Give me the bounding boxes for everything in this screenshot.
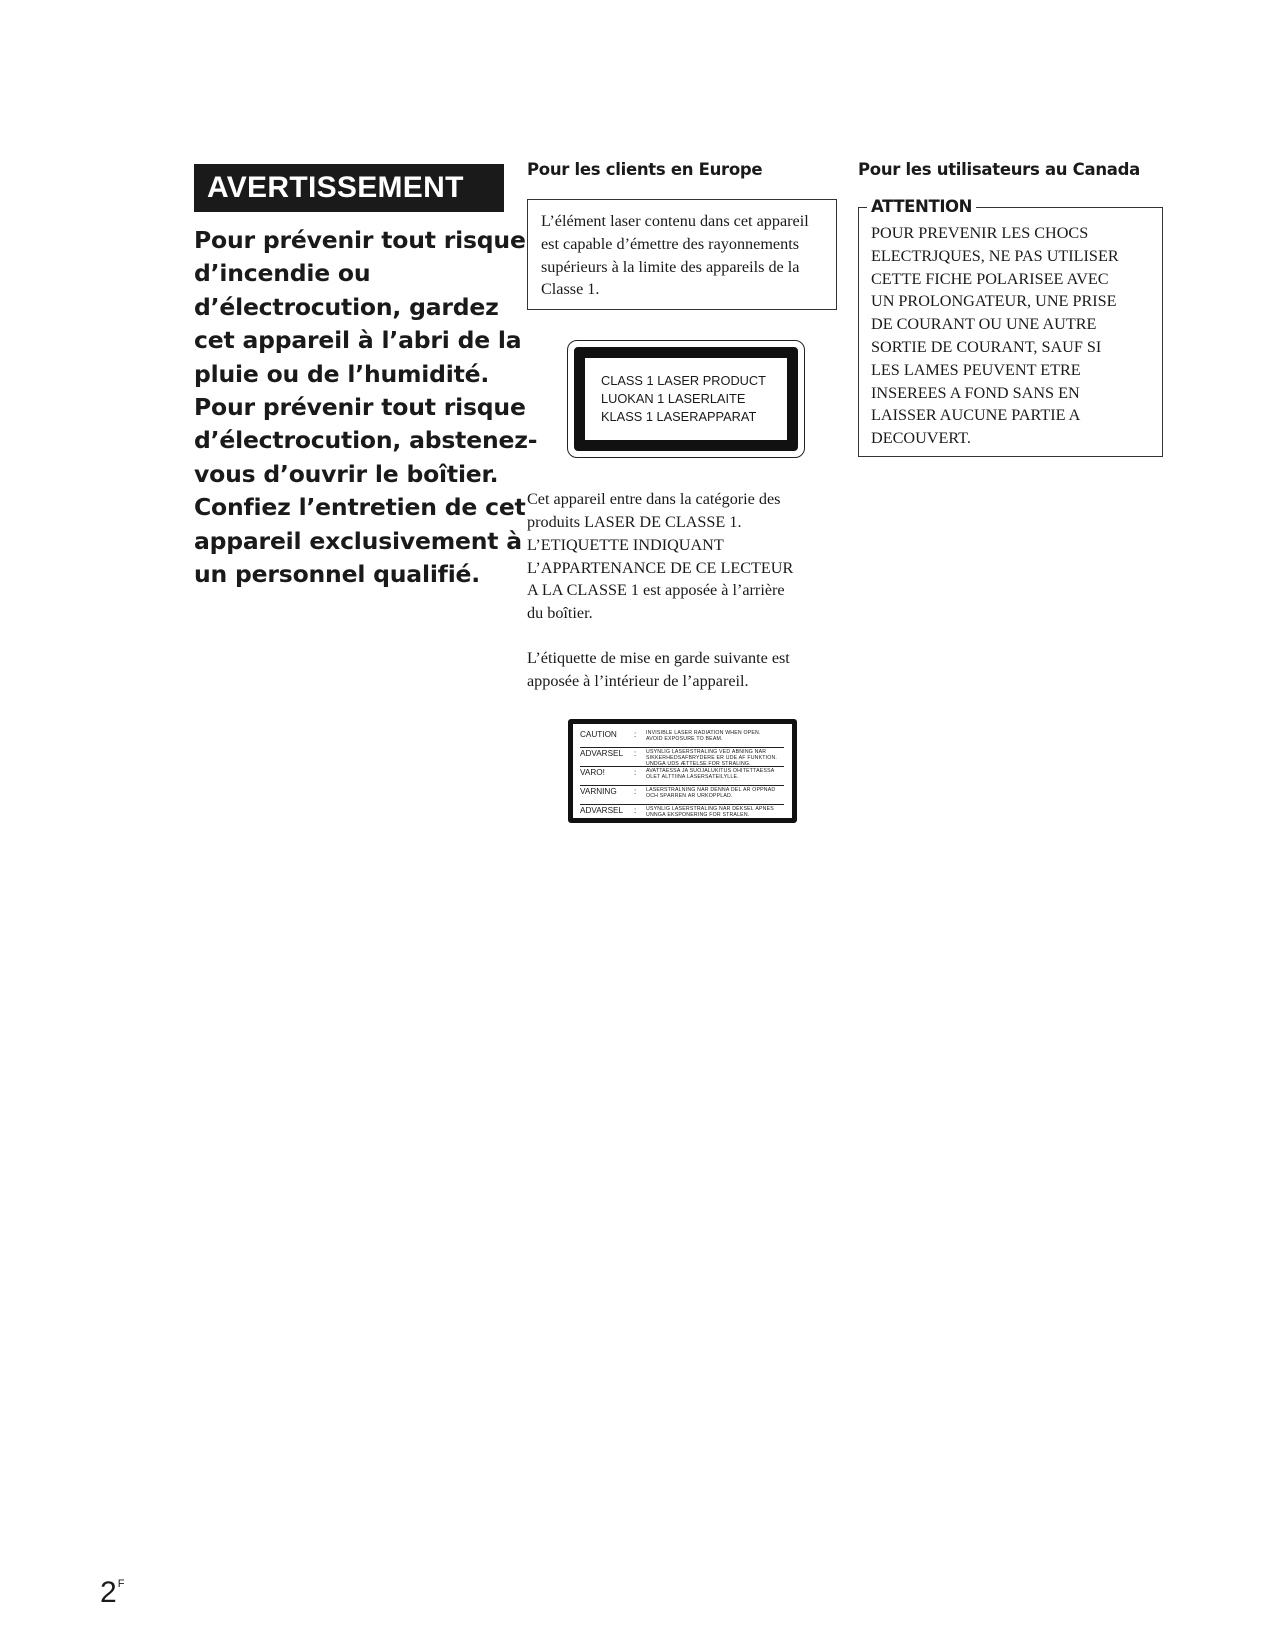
warning-line: un personnel qualifié. [194, 560, 481, 589]
caution-label [568, 719, 797, 823]
caution-colon: : [634, 748, 637, 758]
caution-text [646, 786, 784, 799]
caution-text [646, 729, 784, 742]
caution-row [580, 729, 784, 748]
canada-heading: Pour les utilisateurs au Canada [858, 160, 1140, 179]
warning-line: vous d’ouvrir le boîtier. [194, 459, 499, 488]
warning-line: d’électrocution, gardez [194, 292, 499, 321]
warning-heading: AVERTISSEMENT [194, 164, 504, 212]
caution-text-line: UNDGÅ UDS ÆTTELSE FOR STRÅLING. [646, 760, 751, 767]
caution-colon: : [634, 786, 637, 796]
warning-line: Confiez l’entretien de cet [194, 493, 526, 522]
caution-label-paragraph [527, 647, 837, 693]
caution-text-line: SIKKERHEDSAFBRYDERE ER UDE AF FUNKTION. [646, 754, 778, 761]
europe-column [527, 159, 837, 823]
paragraph-line: L’APPARTENANCE DE CE LECTEUR [527, 558, 794, 577]
laser-class-paragraph [527, 488, 837, 625]
caution-text-line: USYNLIG LASERSTRÅLING VED ÅBNING NÅR [646, 748, 767, 755]
caution-row [580, 748, 784, 767]
caution-colon: : [634, 767, 637, 777]
caution-text-line: AVOID EXPOSURE TO BEAM. [646, 735, 723, 742]
attention-line: ELECTRJQUES, NE PAS UTILISER [871, 246, 1119, 265]
caution-text-line: LASERSTRÅLNING NÄR DENNA DEL ÄR ÖPPNAD [646, 786, 776, 793]
warning-line: Pour prévenir tout risque [194, 393, 526, 422]
attention-box [858, 197, 1163, 457]
warning-column [194, 164, 538, 591]
class1-laser-label [567, 340, 805, 458]
caution-text [646, 767, 784, 780]
caution-colon: : [634, 729, 637, 739]
laser-label-line: CLASS 1 LASER PRODUCT [601, 373, 766, 389]
attention-title: ATTENTION [867, 197, 976, 217]
warning-line: pluie ou de l’humidité. [194, 359, 490, 388]
caution-text-line: OCH SPÄRREN ÄR URKOPPLAD. [646, 792, 733, 799]
warning-line: d’électrocution, abstenez- [194, 426, 538, 455]
caution-text-line: AVATTAESSA JA SUOJALUKITUS OHITETTAESSA [646, 767, 775, 774]
caution-word: VARNING [580, 786, 617, 796]
attention-line: DECOUVERT. [871, 429, 971, 448]
caution-word: VARO! [580, 767, 605, 777]
warning-line: appareil exclusivement à [194, 526, 522, 555]
caution-text [646, 805, 784, 818]
paragraph-line: produits LASER DE CLASSE 1. [527, 512, 742, 531]
warning-line: d’incendie ou [194, 259, 371, 288]
attention-line: DE COURANT OU UNE AUTRE [871, 315, 1097, 334]
caution-row [580, 767, 784, 786]
caution-word: ADVARSEL [580, 805, 624, 815]
attention-line: CETTE FICHE POLARISEE AVEC [871, 269, 1109, 288]
paragraph-line: Cet appareil entre dans la catégorie des [527, 490, 781, 509]
warning-text [194, 224, 538, 591]
attention-line: INSEREES A FOND SANS EN [871, 383, 1080, 402]
page-number [100, 1576, 124, 1610]
attention-line: SORTIE DE COURANT, SAUF SI [871, 337, 1102, 356]
page-number-value: 2 [100, 1576, 117, 1609]
attention-line: POUR PREVENIR LES CHOCS [871, 224, 1089, 242]
caution-row [580, 786, 784, 805]
caution-colon: : [634, 805, 637, 815]
caution-text-line: USYNLIG LASERSTRÅLING NÅR DEKSEL ÅPNES [646, 805, 774, 812]
laser-label-line: LUOKAN 1 LASERLAITE [601, 391, 746, 407]
caution-text-line: OLET ALTTIINA LASERSÄTEILYLLE. [646, 773, 739, 780]
paragraph-line: L’étiquette de mise en garde suivante est [527, 648, 790, 667]
europe-notice-box: L’élément laser contenu dans cet appareil est capable d’émettre des rayonnements supérieurs à la limite des appareils de la Classe 1. [527, 199, 837, 310]
laser-label-line: KLASS 1 LASERAPPARAT [601, 409, 757, 425]
paragraph-line: apposée à l’intérieur de l’appareil. [527, 671, 749, 690]
attention-line: LES LAMES PEUVENT ETRE [871, 360, 1081, 379]
warning-line: Pour prévenir tout risque [194, 226, 526, 254]
warning-line: cet appareil à l’abri de la [194, 326, 522, 355]
caution-word: ADVARSEL [580, 748, 624, 758]
caution-text-line: UNNGÅ EKSPONERING FOR STRÅLEN. [646, 811, 750, 818]
europe-heading: Pour les clients en Europe [527, 160, 763, 179]
caution-word: CAUTION [580, 729, 617, 739]
caution-row [580, 805, 784, 823]
page-number-suffix: F [117, 1578, 125, 1590]
attention-line: LAISSER AUCUNE PARTIE A [871, 406, 1081, 425]
paragraph-line: A LA CLASSE 1 est apposée à l’arrière [527, 581, 785, 600]
paragraph-line: L’ETIQUETTE INDIQUANT [527, 535, 724, 554]
paragraph-line: du boîtier. [527, 604, 593, 623]
class1-laser-label-inner [574, 347, 798, 451]
canada-column [858, 159, 1163, 457]
caution-text [646, 748, 784, 767]
caution-text-line: INVISIBLE LASER RADIATION WHEN OPEN. [646, 729, 761, 736]
attention-line: UN PROLONGATEUR, UNE PRISE [871, 292, 1117, 311]
